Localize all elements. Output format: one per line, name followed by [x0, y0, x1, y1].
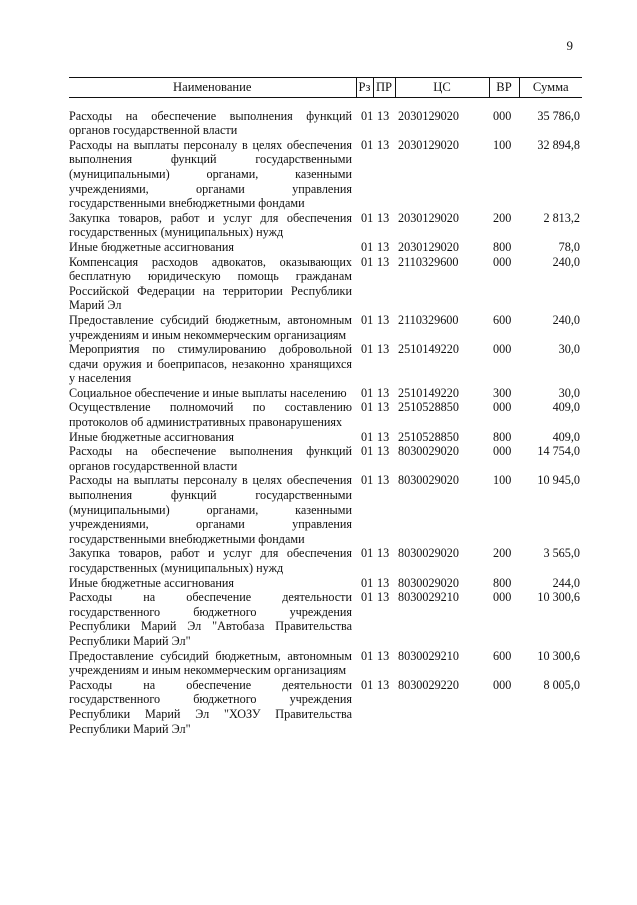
row-rz: 01 — [361, 385, 374, 400]
row-name: Расходы на обеспечение деятельности государственного бюджетного учреждения Республики Марий Эл "ХОЗУ Правительства Республики Марий Эл" — [69, 677, 352, 736]
row-pr: 13 — [377, 312, 390, 327]
header-vr: ВР — [489, 78, 519, 98]
row-sum: 30,0 — [558, 385, 580, 400]
row-pr: 13 — [377, 444, 390, 459]
row-cs: 2510528850 — [398, 400, 459, 415]
row-vr: 300 — [493, 385, 512, 400]
row-cs: 2110329600 — [398, 254, 459, 269]
table-row — [69, 473, 582, 546]
row-vr: 800 — [493, 575, 512, 590]
row-sum: 10 945,0 — [537, 473, 580, 488]
table-body — [69, 97, 582, 736]
row-cs: 8030029220 — [398, 677, 459, 692]
row-sum: 409,0 — [552, 429, 580, 444]
row-name: Предоставление субсидий бюджетным, автономным учреждениям и иным некоммерческим организациям — [69, 312, 352, 342]
row-vr: 000 — [493, 254, 512, 269]
row-sum: 10 300,6 — [537, 590, 580, 605]
row-cs: 2510149220 — [398, 385, 459, 400]
row-name: Мероприятия по стимулированию добровольной сдачи оружия и боеприпасов, незаконно хранящихся у населения — [69, 342, 352, 386]
header-name: Наименование — [69, 78, 356, 98]
row-cs: 8030029210 — [398, 648, 459, 663]
table-row — [69, 649, 582, 678]
table-row — [69, 678, 582, 736]
row-rz: 01 — [361, 342, 374, 357]
row-name: Расходы на обеспечение деятельности государственного бюджетного учреждения Республики Марий Эл "Автобаза Правительства Республики Марий Эл" — [69, 590, 352, 648]
row-pr: 13 — [377, 254, 390, 269]
row-vr: 000 — [493, 400, 512, 415]
row-rz: 01 — [361, 444, 374, 459]
table-row — [69, 97, 582, 138]
row-rz: 01 — [361, 239, 374, 254]
row-cs: 8030029020 — [398, 444, 459, 459]
row-rz: 01 — [361, 400, 374, 415]
row-vr: 600 — [493, 648, 512, 663]
row-cs: 2030129020 — [398, 210, 459, 225]
row-vr: 800 — [493, 239, 512, 254]
table-row — [69, 430, 582, 445]
row-cs: 2030129020 — [398, 239, 459, 254]
row-sum: 10 300,6 — [537, 648, 580, 663]
row-rz: 01 — [361, 254, 374, 269]
row-rz: 01 — [361, 429, 374, 444]
row-sum: 8 005,0 — [543, 677, 580, 692]
row-name: Осуществление полномочий по составлению протоколов об административных правонарушениях — [69, 400, 352, 430]
row-name: Закупка товаров, работ и услуг для обеспечения государственных (муниципальных) нужд — [69, 210, 352, 240]
row-name: Иные бюджетные ассигнования — [69, 239, 235, 254]
header-cs: ЦС — [395, 78, 489, 98]
row-sum: 3 565,0 — [543, 546, 580, 561]
row-name: Расходы на обеспечение выполнения функций органов государственной власти — [69, 108, 352, 138]
row-sum: 2 813,2 — [543, 210, 580, 225]
row-pr: 13 — [377, 473, 390, 488]
row-name: Социальное обеспечение и иные выплаты населению — [69, 385, 347, 400]
page-number: 9 — [566, 38, 573, 53]
row-rz: 01 — [361, 108, 374, 123]
row-cs: 8030029020 — [398, 546, 459, 561]
row-cs: 2030129020 — [398, 108, 459, 123]
row-rz: 01 — [361, 677, 374, 692]
table-row — [69, 590, 582, 648]
table-row — [69, 342, 582, 386]
row-cs: 8030029020 — [398, 473, 459, 488]
row-pr: 13 — [377, 108, 390, 123]
table-row — [69, 386, 582, 401]
row-vr: 000 — [493, 677, 512, 692]
row-vr: 100 — [493, 137, 512, 152]
row-cs: 8030029210 — [398, 590, 459, 605]
table-row — [69, 400, 582, 429]
table-row — [69, 240, 582, 255]
row-sum: 32 894,8 — [537, 137, 580, 152]
row-vr: 100 — [493, 473, 512, 488]
row-rz: 01 — [361, 546, 374, 561]
table-row — [69, 138, 582, 211]
row-cs: 2110329600 — [398, 312, 459, 327]
row-pr: 13 — [377, 239, 390, 254]
row-name: Расходы на обеспечение выполнения функций органов государственной власти — [69, 444, 352, 473]
row-pr: 13 — [377, 677, 390, 692]
row-vr: 600 — [493, 312, 512, 327]
budget-table — [69, 77, 582, 736]
row-name: Закупка товаров, работ и услуг для обеспечения государственных (муниципальных) нужд — [69, 546, 352, 575]
row-sum: 14 754,0 — [537, 444, 580, 459]
row-vr: 800 — [493, 429, 512, 444]
row-pr: 13 — [377, 342, 390, 357]
row-vr: 200 — [493, 546, 512, 561]
row-pr: 13 — [377, 590, 390, 605]
row-name: Компенсация расходов адвокатов, оказывающих бесплатную юридическую помощь гражданам Российской Федерации на территории Республики Марий Эл — [69, 254, 352, 313]
row-cs: 2510149220 — [398, 342, 459, 357]
row-name: Предоставление субсидий бюджетным, автономным учреждениям и иным некоммерческим организациям — [69, 648, 352, 678]
row-vr: 000 — [493, 590, 512, 605]
table-row — [69, 576, 582, 591]
row-rz: 01 — [361, 648, 374, 663]
row-pr: 13 — [377, 429, 390, 444]
row-cs: 2030129020 — [398, 137, 459, 152]
row-name: Расходы на выплаты персоналу в целях обеспечения выполнения функций государственными (муниципальными) органами, казенными учреждениями, органами управления государственными внебюджетными фондами — [69, 473, 352, 546]
row-sum: 30,0 — [558, 342, 580, 357]
row-rz: 01 — [361, 210, 374, 225]
row-pr: 13 — [377, 648, 390, 663]
row-pr: 13 — [377, 575, 390, 590]
row-rz: 01 — [361, 473, 374, 488]
row-rz: 01 — [361, 137, 374, 152]
table-row — [69, 444, 582, 473]
row-rz: 01 — [361, 312, 374, 327]
row-sum: 78,0 — [558, 239, 580, 254]
table-row — [69, 211, 582, 240]
row-sum: 244,0 — [552, 575, 580, 590]
header-pr: ПР — [373, 78, 395, 98]
row-vr: 000 — [493, 444, 512, 459]
row-name: Расходы на выплаты персоналу в целях обеспечения выполнения функций государственными (муниципальными) органами, казенными учреждениями, органами управления государственными внебюджетными фондами — [69, 137, 352, 211]
row-pr: 13 — [377, 385, 390, 400]
row-cs: 8030029020 — [398, 575, 459, 590]
row-sum: 240,0 — [552, 254, 580, 269]
header-sum: Сумма — [519, 78, 582, 98]
row-sum: 409,0 — [552, 400, 580, 415]
row-sum: 240,0 — [552, 312, 580, 327]
table-header — [69, 78, 582, 98]
row-pr: 13 — [377, 137, 390, 152]
table-row — [69, 546, 582, 575]
row-pr: 13 — [377, 210, 390, 225]
row-name: Иные бюджетные ассигнования — [69, 429, 235, 444]
table-row — [69, 255, 582, 313]
row-vr: 000 — [493, 108, 512, 123]
row-pr: 13 — [377, 400, 390, 415]
row-name: Иные бюджетные ассигнования — [69, 575, 235, 590]
row-cs: 2510528850 — [398, 429, 459, 444]
row-rz: 01 — [361, 575, 374, 590]
row-vr: 000 — [493, 342, 512, 357]
row-pr: 13 — [377, 546, 390, 561]
row-rz: 01 — [361, 590, 374, 605]
row-sum: 35 786,0 — [537, 108, 580, 123]
table-row — [69, 313, 582, 342]
row-vr: 200 — [493, 210, 512, 225]
header-rz: Рз — [356, 78, 373, 98]
